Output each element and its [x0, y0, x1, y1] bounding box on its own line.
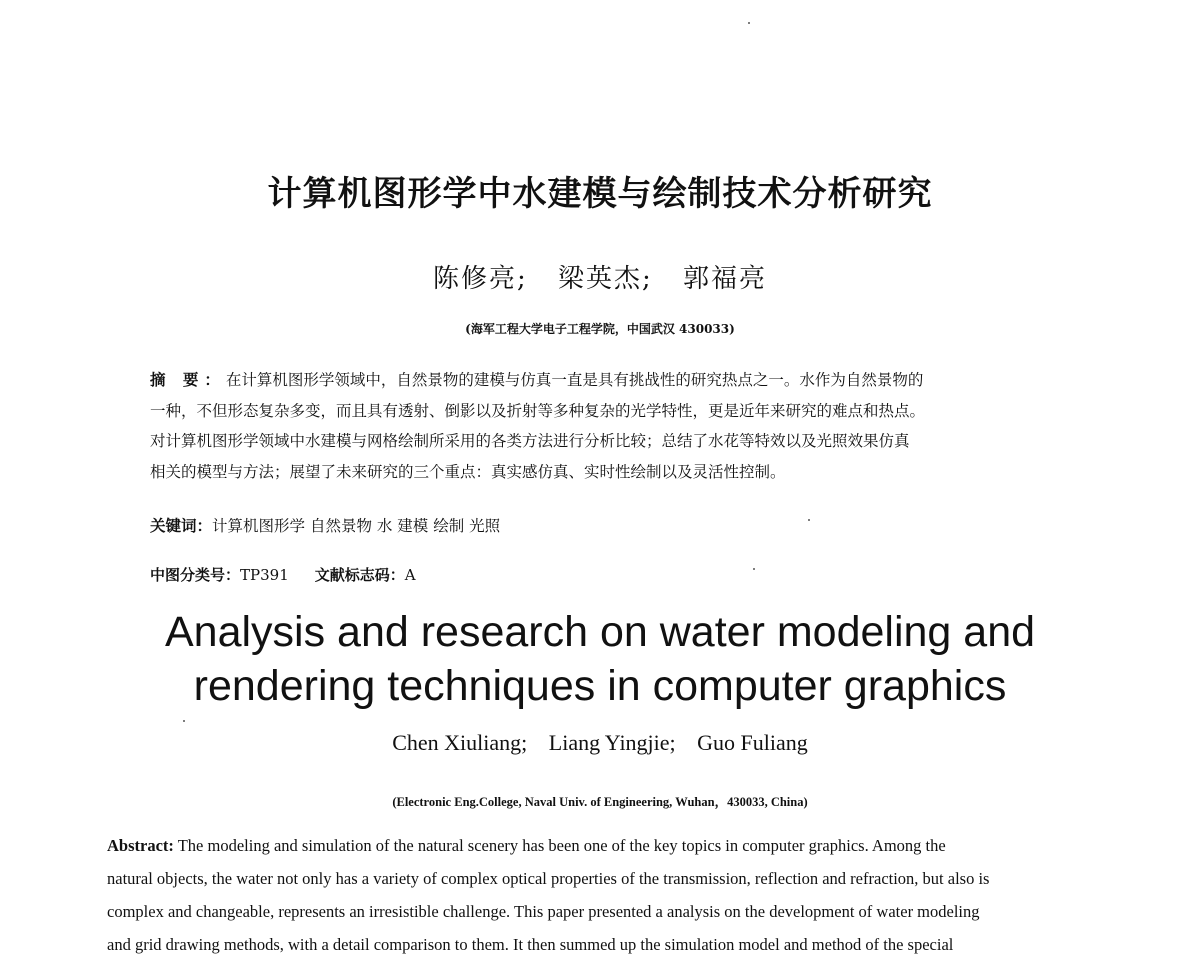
- chinese-author: 郭福亮: [683, 264, 768, 294]
- chinese-author: 陈修亮;: [432, 264, 528, 294]
- english-abstract: [107, 829, 1094, 954]
- english-author: Guo Fuliang: [697, 730, 808, 755]
- english-abstract-line: natural objects, the water not only has a variety of complex optical properties of the transmission, reflection and refraction, but also is: [107, 869, 990, 888]
- chinese-abstract: [150, 365, 1068, 487]
- chinese-keywords: [150, 514, 500, 536]
- chinese-abstract-line: 对计算机图形学领域中水建模与网格绘制所采用的各类方法进行分析比较；总结了水花等特效以及光照效果仿真: [150, 432, 910, 450]
- clc-label: 中图分类号：: [150, 566, 241, 584]
- english-title-line: Analysis and research on water modeling and: [164, 608, 1036, 656]
- english-authors: [0, 730, 1200, 756]
- english-author: Chen Xiuliang;: [392, 730, 528, 755]
- english-abstract-line: and grid drawing methods, with a detail comparison to them. It then summed up the simulation model and method of the special: [107, 935, 954, 954]
- chinese-abstract-line: 摘 要：在计算机图形学领域中，自然景物的建模与仿真一直是具有挑战性的研究热点之一。水作为自然景物的: [150, 370, 924, 389]
- chinese-abstract-label: 摘 要：: [150, 370, 226, 389]
- chinese-authors: [0, 258, 1200, 295]
- classification: [150, 564, 416, 585]
- doc-code-label: 文献标志码：: [314, 566, 405, 584]
- english-title: [0, 605, 1200, 713]
- english-author: Liang Yingjie;: [548, 730, 676, 755]
- chinese-abstract-line: 相关的模型与方法；展望了未来研究的三个重点：真实感仿真、实时性绘制以及灵活性控制。: [150, 462, 786, 481]
- english-abstract-label: Abstract:: [107, 836, 174, 855]
- english-title-line: rendering techniques in computer graphics: [193, 662, 1007, 710]
- chinese-abstract-line: 一种，不但形态复杂多变，而且具有透射、倒影以及折射等多种复杂的光学特性，更是近年来研究的难点和热点。: [150, 401, 926, 420]
- chinese-title: 计算机图形学中水建模与绘制技术分析研究: [267, 174, 933, 214]
- scan-speck: [753, 568, 755, 570]
- clc-value: TP391: [240, 566, 289, 584]
- doc-code-value: A: [404, 566, 416, 584]
- chinese-affiliation: (海军工程大学电子工程学院，中国武汉 430033): [465, 322, 735, 336]
- scan-speck: [748, 22, 750, 24]
- english-abstract-line: Abstract: The modeling and simulation of the natural scenery has been one of the key topics in computer graphics. Among the: [107, 836, 946, 855]
- english-abstract-line: complex and changeable, represents an irresistible challenge. This paper presented a analysis on the development of water modeling: [107, 902, 980, 921]
- chinese-author: 梁英杰;: [557, 264, 653, 294]
- english-affiliation: (Electronic Eng.College, Naval Univ. of Engineering, Wuhan，430033, China): [392, 795, 808, 809]
- keywords-label: 关键词：: [150, 516, 213, 535]
- scan-speck: [183, 720, 185, 722]
- scan-speck: [808, 519, 810, 521]
- keywords-value: 计算机图形学 自然景物 水 建模 绘制 光照: [212, 517, 501, 535]
